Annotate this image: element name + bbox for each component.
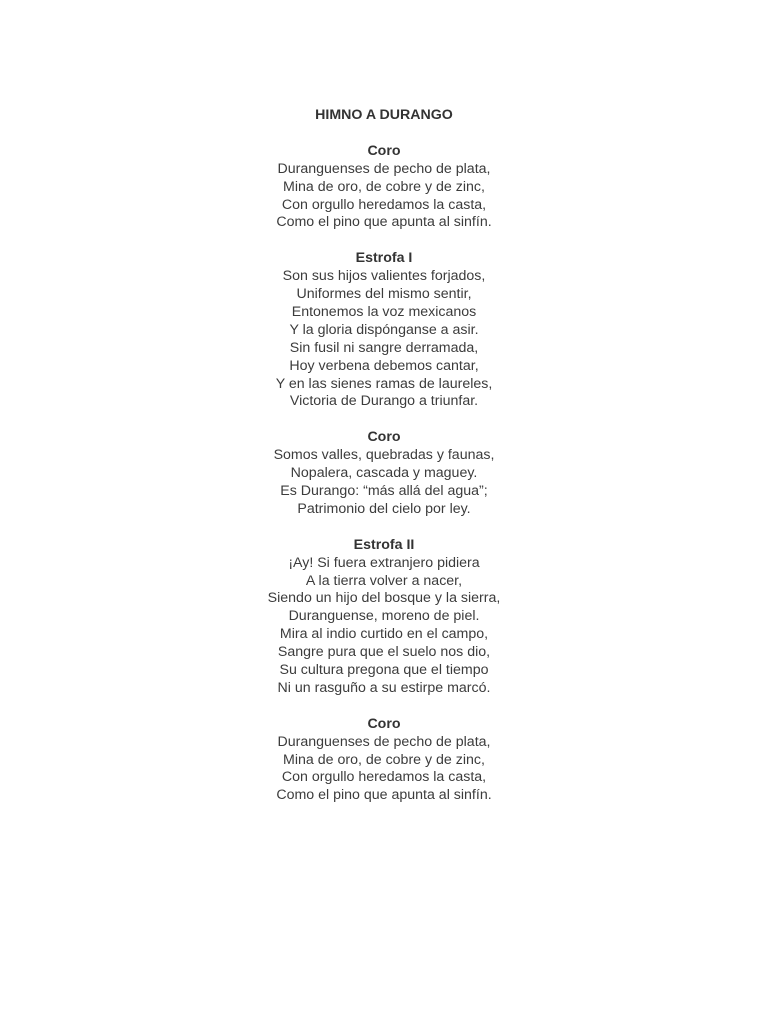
- stanza-heading: Estrofa II: [353, 536, 415, 553]
- verse-line: Su cultura pregona que el tiempo: [279, 662, 489, 679]
- verse-line: Uniformes del mismo sentir,: [296, 286, 472, 303]
- verse-line: Patrimonio del cielo por ley.: [297, 500, 471, 517]
- verse-line: Y la gloria dispónganse a asir.: [289, 321, 479, 338]
- stanza-heading: Coro: [367, 429, 401, 446]
- verse-line: Ni un rasguño a su estirpe marcó.: [277, 679, 491, 696]
- verse-line: Son sus hijos valientes forjados,: [282, 268, 486, 285]
- verse-line: Nopalera, cascada y maguey.: [290, 465, 478, 482]
- stanza-coro-3: [0, 716, 768, 806]
- verse-line: Mira al indio curtido en el campo,: [279, 626, 489, 643]
- verse-line: Somos valles, quebradas y faunas,: [273, 447, 495, 464]
- verse-line: Mina de oro, de cobre y de zinc,: [283, 178, 485, 195]
- stanza-heading: Coro: [367, 142, 401, 159]
- verse-line: Sin fusil ni sangre derramada,: [289, 339, 479, 356]
- stanza-estrofa-2: [0, 537, 768, 698]
- poem-body: [0, 107, 768, 823]
- verse-line: Como el pino que apunta al sinfín.: [276, 787, 492, 804]
- stanza-heading: Coro: [367, 715, 401, 732]
- verse-line: Como el pino que apunta al sinfín.: [276, 214, 492, 231]
- verse-line: Sangre pura que el suelo nos dio,: [277, 644, 491, 661]
- verse-line: ¡Ay! Si fuera extranjero pidiera: [288, 554, 480, 571]
- verse-line: Con orgullo heredamos la casta,: [281, 769, 487, 786]
- stanza-estrofa-1: [0, 250, 768, 411]
- verse-line: Duranguense, moreno de piel.: [288, 608, 480, 625]
- document-title: HIMNO A DURANGO: [315, 107, 453, 123]
- verse-line: A la tierra volver a nacer,: [305, 572, 463, 589]
- verse-line: Victoria de Durango a triunfar.: [289, 393, 479, 410]
- verse-line: Duranguenses de pecho de plata,: [277, 160, 491, 177]
- verse-line: Y en las sienes ramas de laureles,: [275, 375, 493, 392]
- verse-line: Es Durango: “más allá del agua”;: [280, 482, 488, 499]
- verse-line: Hoy verbena debemos cantar,: [289, 357, 479, 374]
- verse-line: Duranguenses de pecho de plata,: [277, 733, 491, 750]
- stanza-coro-2: [0, 429, 768, 519]
- verse-line: Mina de oro, de cobre y de zinc,: [283, 751, 485, 768]
- stanza-heading: Estrofa I: [355, 250, 413, 267]
- stanza-coro-1: [0, 143, 768, 233]
- verse-line: Con orgullo heredamos la casta,: [281, 196, 487, 213]
- verse-line: Siendo un hijo del bosque y la sierra,: [267, 590, 501, 607]
- verse-line: Entonemos la voz mexicanos: [291, 303, 477, 320]
